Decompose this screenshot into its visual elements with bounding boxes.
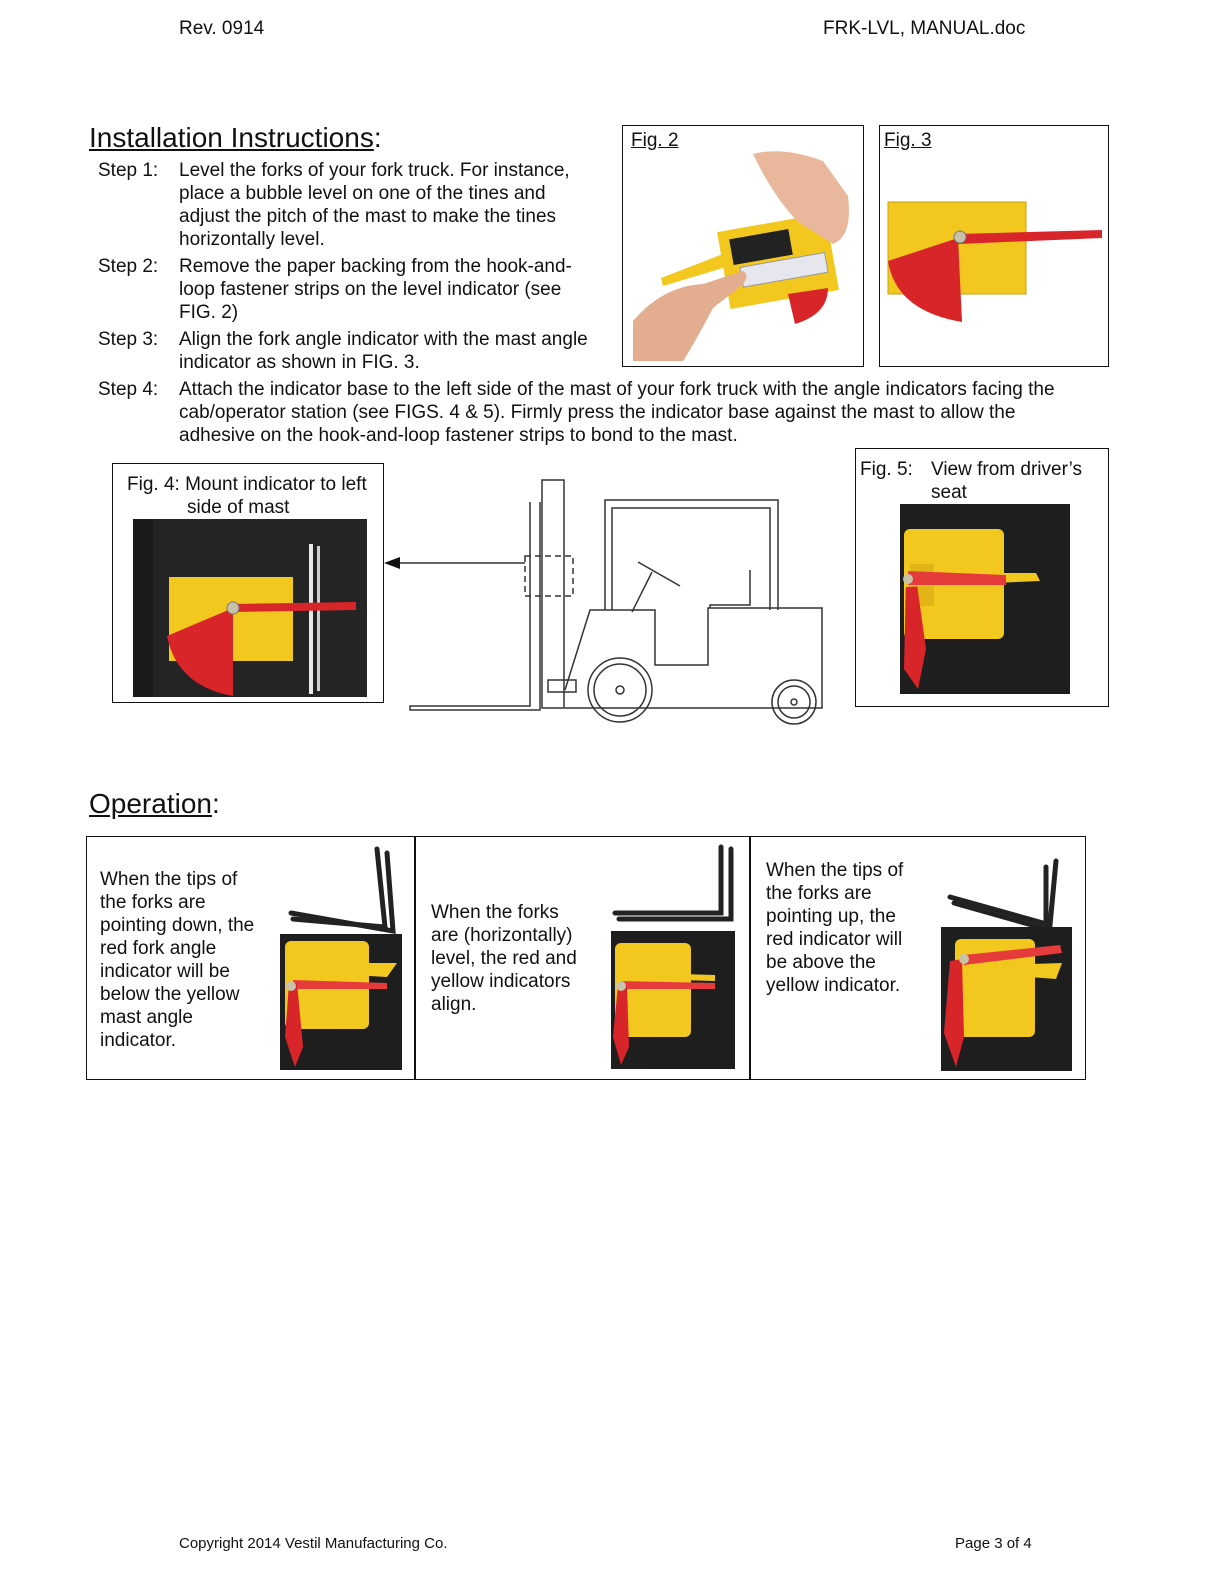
fig5-illustration — [856, 449, 1110, 708]
step-2-line: Remove the paper backing from the hook-and- — [179, 256, 572, 277]
operation-cell-line: red indicator will — [766, 929, 903, 950]
installation-title-text: Installation Instructions — [89, 122, 374, 153]
step-1-line: adjust the pitch of the mast to make the tines — [179, 206, 557, 227]
figure-3 — [879, 125, 1109, 367]
figure-5-caption-line: View from driver’s — [931, 459, 1082, 480]
figure-2-caption: Fig. 2 — [631, 130, 679, 151]
operation-cell-line: yellow indicators — [431, 971, 571, 992]
operation-cell-line: When the forks — [431, 902, 559, 923]
figure-2 — [622, 125, 864, 367]
fig4-illustration — [113, 464, 385, 704]
operation-cell-line: red fork angle — [100, 938, 217, 959]
operation-cell-line: mast angle — [100, 1007, 193, 1028]
figure-4-caption-line: Fig. 4: Mount indicator to left — [127, 474, 367, 495]
operation-cell-line: the forks are — [100, 892, 206, 913]
operation-cell-line: indicator will be — [100, 961, 230, 982]
step-1-text — [179, 159, 570, 251]
operation-cell-line: be above the — [766, 952, 876, 973]
installation-title — [89, 122, 382, 154]
step-4-text — [179, 378, 1055, 447]
operation-cell-line: are (horizontally) — [431, 925, 573, 946]
step-2-text — [179, 255, 572, 324]
fork-level-illustration — [415, 837, 752, 1081]
fork-up-illustration — [750, 837, 1087, 1081]
step-2-line: loop fastener strips on the level indicator (see — [179, 279, 562, 300]
operation-title — [89, 788, 220, 820]
page-number: Page 3 of 4 — [955, 1535, 1032, 1552]
fig3-illustration — [880, 126, 1110, 368]
step-1-line: place a bubble level on one of the tines and — [179, 183, 546, 204]
copyright: Copyright 2014 Vestil Manufacturing Co. — [179, 1535, 448, 1552]
step-3-label: Step 3: — [98, 329, 159, 350]
figure-5-caption-label: Fig. 5: — [860, 459, 913, 480]
figure-4-caption-line: side of mast — [187, 497, 290, 518]
operation-cell-line: pointing up, the — [766, 906, 896, 927]
operation-cell-line: When the tips of — [100, 869, 238, 890]
step-4-line: cab/operator station (see FIGS. 4 & 5). Firmly press the indicator base against the mast to allow the — [179, 402, 1016, 423]
step-1-line: Level the forks of your fork truck. For instance, — [179, 160, 570, 181]
step-4-label: Step 4: — [98, 379, 159, 400]
revision-label: Rev. 0914 — [179, 18, 265, 39]
step-4-line: Attach the indicator base to the left side of the mast of your fork truck with the angle indicators facing the — [179, 379, 1055, 400]
figure-5 — [855, 448, 1109, 707]
step-2-line: FIG. 2) — [179, 302, 239, 323]
operation-title-text: Operation — [89, 788, 212, 819]
figure-4 — [112, 463, 384, 703]
fig2-illustration — [623, 126, 865, 368]
operation-cell-down — [86, 836, 416, 1080]
document-name: FRK-LVL, MANUAL.doc — [823, 18, 1026, 39]
step-4-line: adhesive on the hook-and-loop fastener strips to bond to the mast. — [179, 425, 738, 446]
operation-cell-line: align. — [431, 994, 477, 1015]
operation-cell-up — [749, 836, 1086, 1080]
fork-down-illustration — [87, 837, 417, 1081]
step-3-line: Align the fork angle indicator with the mast angle — [179, 329, 588, 350]
figure-5-caption-line: seat — [931, 482, 967, 503]
operation-cell-line: level, the red and — [431, 948, 577, 969]
step-2-label: Step 2: — [98, 256, 159, 277]
operation-cell-line: When the tips of — [766, 860, 904, 881]
figure-3-caption: Fig. 3 — [884, 130, 932, 151]
step-1-label: Step 1: — [98, 160, 159, 181]
operation-cell-line: indicator. — [100, 1030, 177, 1051]
operation-cell-line: below the yellow — [100, 984, 240, 1005]
operation-cell-level — [414, 836, 751, 1080]
step-3-text — [179, 328, 588, 374]
operation-cell-line: pointing down, the — [100, 915, 255, 936]
step-1-line: horizontally level. — [179, 229, 325, 250]
step-3-line: indicator as shown in FIG. 3. — [179, 352, 420, 373]
operation-cell-line: yellow indicator. — [766, 975, 901, 996]
installation-title-colon: : — [373, 122, 382, 153]
operation-title-colon: : — [211, 788, 220, 819]
operation-cell-line: the forks are — [766, 883, 872, 904]
forklift-diagram — [390, 470, 830, 750]
